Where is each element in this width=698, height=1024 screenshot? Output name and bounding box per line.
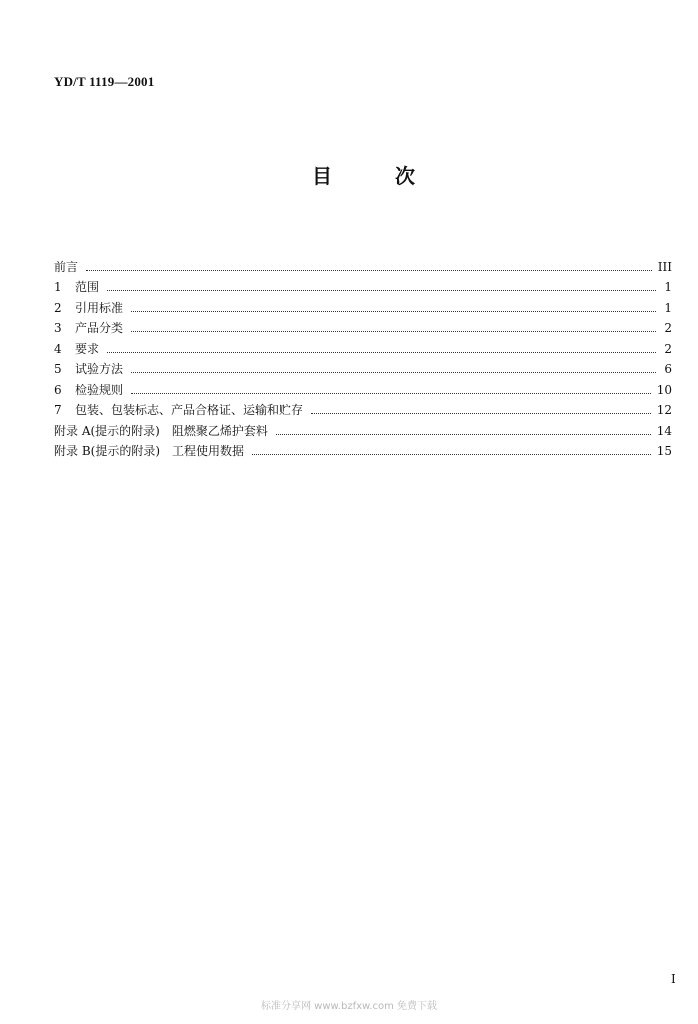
toc-leader-dots bbox=[311, 412, 651, 414]
toc-entry-inspection-rules[interactable] bbox=[54, 376, 672, 397]
toc-entry-number: 3 bbox=[54, 321, 62, 335]
toc-entry-number: 5 bbox=[54, 362, 62, 376]
toc-entry-number: 6 bbox=[54, 382, 62, 397]
watermark: 标准分享网 www.bzfxw.com 免费下载 bbox=[261, 1001, 437, 1012]
toc-entry-page: 12 bbox=[656, 403, 672, 417]
toc-entry-scope[interactable] bbox=[54, 274, 672, 295]
toc-entry-label: 试验方法 bbox=[75, 362, 124, 376]
toc-leader-dots bbox=[131, 371, 656, 373]
toc-entry-page: 2 bbox=[664, 341, 672, 356]
toc-entry-appendix-a[interactable] bbox=[54, 417, 672, 438]
toc-leader-dots bbox=[276, 433, 651, 435]
toc-entry-label: 要求 bbox=[75, 341, 100, 356]
document-code: YD/T 1119—2001 bbox=[54, 74, 155, 89]
toc-leader-dots bbox=[131, 310, 656, 312]
toc-leader-dots bbox=[107, 351, 656, 353]
toc-entry-test-methods[interactable] bbox=[54, 356, 672, 377]
toc-entry-number: 7 bbox=[54, 403, 62, 417]
toc-entry-page: 15 bbox=[656, 444, 672, 458]
toc-entry-page: 1 bbox=[664, 280, 672, 294]
toc-leader-dots bbox=[131, 392, 651, 394]
toc-entry-label: 前言 bbox=[54, 259, 79, 274]
toc-entry-label: 包装、包装标志、产品合格证、运输和贮存 bbox=[75, 403, 304, 417]
toc-title-char-1: 目 bbox=[312, 164, 333, 188]
toc-list bbox=[54, 253, 672, 458]
toc-entry-page: III bbox=[657, 259, 672, 274]
toc-entry-number: 2 bbox=[54, 300, 62, 315]
toc-leader-dots bbox=[252, 453, 651, 455]
toc-entry-preface[interactable] bbox=[54, 253, 672, 274]
toc-entry-page: 10 bbox=[656, 382, 672, 397]
toc-entry-page: 1 bbox=[664, 300, 672, 315]
toc-entry-page: 14 bbox=[656, 423, 672, 438]
toc-entry-references[interactable] bbox=[54, 294, 672, 315]
toc-leader-dots bbox=[86, 269, 652, 271]
toc-entry-page: 6 bbox=[664, 362, 672, 376]
toc-leader-dots bbox=[131, 330, 656, 332]
toc-entry-classification[interactable] bbox=[54, 315, 672, 336]
toc-entry-label: 引用标准 bbox=[75, 300, 124, 315]
page-number: I bbox=[671, 972, 676, 986]
toc-entry-packaging[interactable] bbox=[54, 397, 672, 418]
toc-leader-dots bbox=[107, 289, 656, 291]
toc-entry-number: 1 bbox=[54, 280, 62, 294]
toc-entry-label: 范围 bbox=[75, 280, 100, 294]
toc-entry-label: 附录 A(提示的附录) 阻燃聚乙烯护套料 bbox=[54, 423, 268, 438]
toc-entry-label: 检验规则 bbox=[75, 382, 124, 397]
toc-entry-number: 4 bbox=[54, 341, 62, 356]
toc-entry-label: 附录 B(提示的附录) 工程使用数据 bbox=[54, 444, 244, 458]
toc-entry-appendix-b[interactable] bbox=[54, 438, 672, 459]
toc-entry-requirements[interactable] bbox=[54, 335, 672, 356]
toc-entry-page: 2 bbox=[664, 321, 672, 335]
toc-entry-label: 产品分类 bbox=[75, 321, 124, 335]
toc-title-char-2: 次 bbox=[395, 164, 416, 188]
